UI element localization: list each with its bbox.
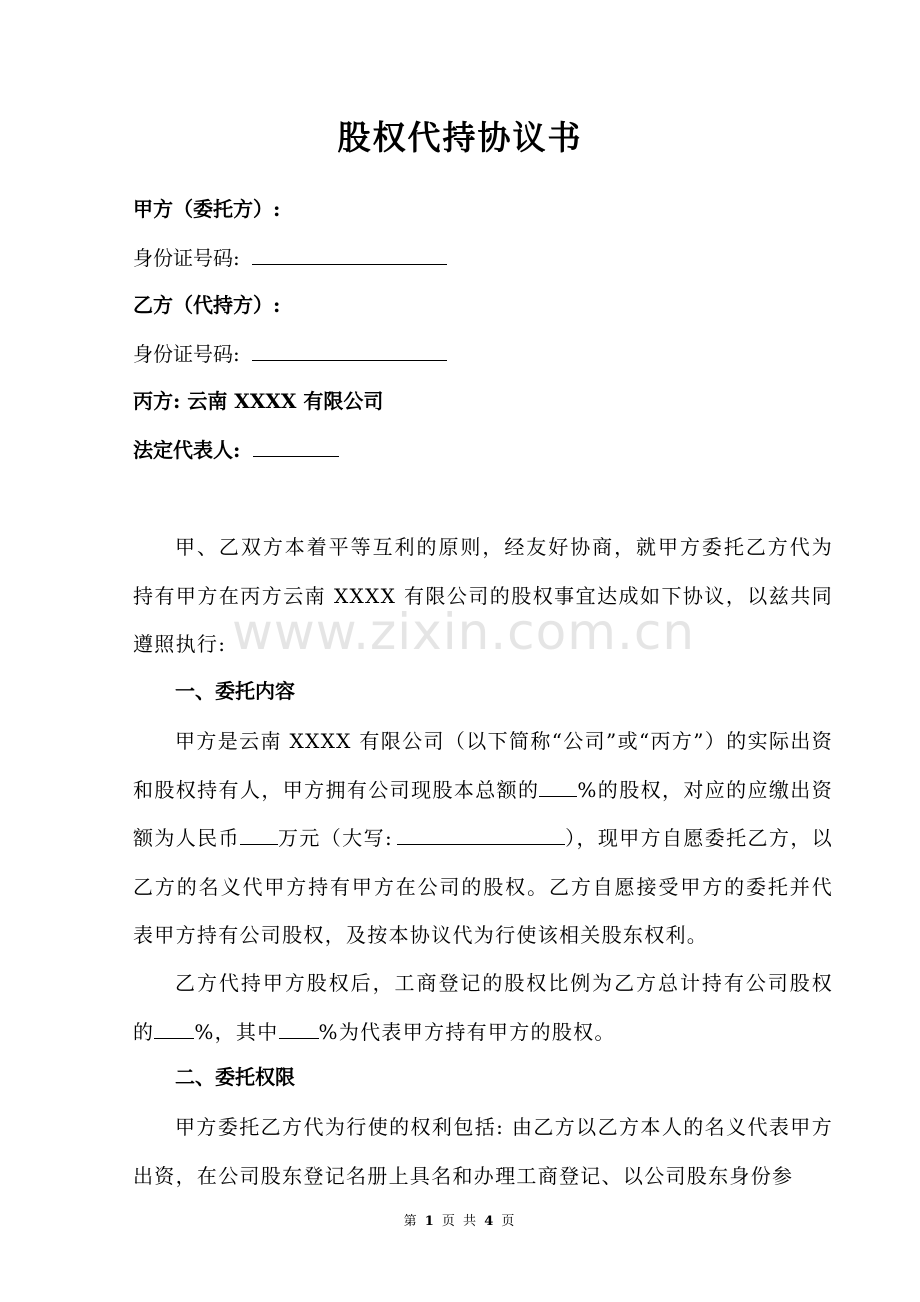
section1-p1-d: ），现甲方自愿委托乙方，以乙方的名义代甲方持有甲方在公司的股权。乙方自愿接受甲方的委托并代表甲方持有公司股权，及按本协议代为行使该相关股东权利。	[133, 826, 834, 947]
footer-total-pages: 4	[484, 1214, 496, 1229]
section1-p2-c: %为代表甲方持有甲方的股权。	[318, 1019, 616, 1044]
section2-p1: 甲方委托乙方代为行使的权利包括: 由乙方以乙方本人的名义代表甲方出资，在公司股东登记名册上具名和办理工商登记、以公司股东身份参	[133, 1115, 833, 1188]
document-title: 股权代持协议书	[337, 118, 583, 157]
section1-p2	[133, 959, 833, 1056]
party-a-label-text: 甲方（委托方）:	[133, 197, 281, 221]
legal-rep-row	[133, 434, 339, 465]
footer-suffix: 页	[501, 1214, 517, 1229]
party-b-label-text: 乙方（代持方）:	[133, 293, 281, 317]
party-c-label	[133, 386, 383, 416]
section1-p1-c: 万元（大写:	[277, 826, 393, 850]
section1-p2-b: %，其中	[194, 1019, 279, 1044]
total-percent-blank[interactable]	[154, 1018, 194, 1039]
section1-p2-a: 乙方代持甲方股权后，工商登记的股权比例为乙方总计持有公司股权的	[133, 971, 833, 1044]
footer-page-number: 1	[424, 1214, 436, 1229]
party-b-id-label: 身份证号码:	[133, 342, 240, 366]
party-b-label	[133, 290, 280, 320]
section1-paragraph-2	[133, 959, 833, 1056]
section1-paragraph-1	[133, 717, 833, 960]
section1-heading: 一、委托内容	[175, 679, 295, 703]
section1-p1-b: %的股权，对应的应缴出资额为人民币	[133, 777, 833, 850]
page-footer	[0, 1210, 920, 1229]
footer-prefix: 第	[403, 1214, 419, 1229]
party-b-id-blank[interactable]	[252, 338, 447, 361]
legal-rep-label: 法定代表人:	[133, 438, 241, 462]
section2-heading: 二、委托权限	[175, 1065, 295, 1089]
footer-middle: 页 共	[441, 1214, 479, 1229]
party-a-id-row	[133, 242, 447, 273]
section2-paragraph-1	[133, 1103, 833, 1200]
party-a-label	[133, 194, 280, 224]
intro-paragraph	[133, 523, 833, 669]
section1-p1-a: 甲方是云南 XXXX 有限公司（以下简称“公司”或“丙方”）的实际出资和股权持有人，甲方拥有公司现股本总额的	[133, 729, 833, 802]
legal-rep-blank[interactable]	[253, 434, 339, 457]
capital-uppercase-blank[interactable]	[397, 824, 565, 845]
party-a-id-blank[interactable]	[252, 242, 447, 265]
section1-p1	[133, 717, 833, 960]
share-percent-blank[interactable]	[539, 776, 577, 797]
watermark: www.zixin.com.cn	[232, 603, 696, 661]
party-c-label-text: 丙方: 云南 XXXX 有限公司	[133, 389, 384, 413]
proxy-percent-blank[interactable]	[279, 1018, 319, 1039]
party-b-id-row	[133, 338, 447, 369]
party-a-id-label: 身份证号码:	[133, 246, 240, 270]
capital-amount-blank[interactable]	[240, 824, 278, 845]
intro-text: 甲、乙双方本着平等互利的原则，经友好协商，就甲方委托乙方代为持有甲方在丙方云南 XXXX 有限公司的股权事宜达成如下协议，以兹共同遵照执行:	[133, 535, 833, 656]
